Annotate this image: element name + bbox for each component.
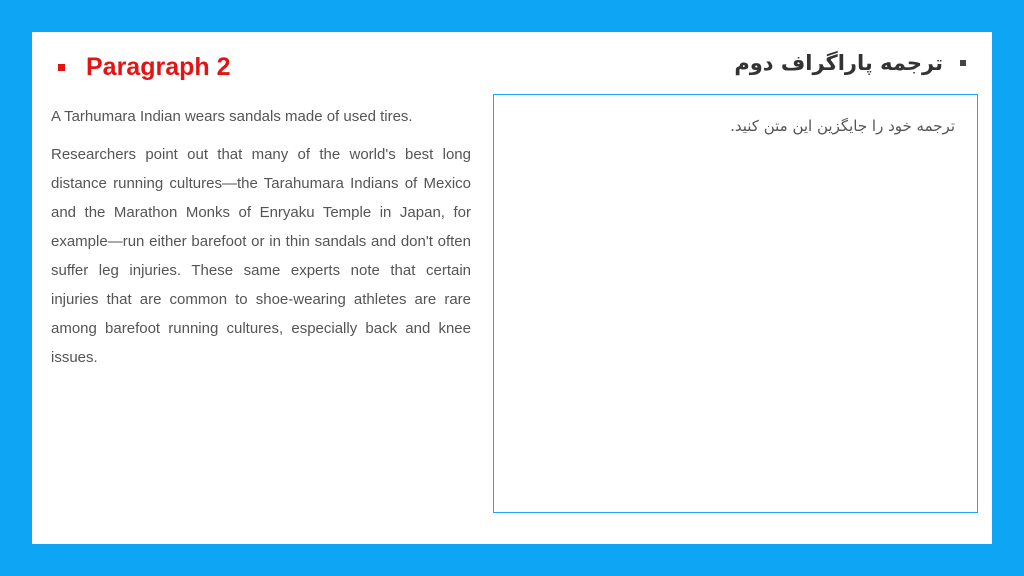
translation-heading (734, 48, 966, 78)
translation-placeholder[interactable]: ترجمه خود را جایگزین این متن کنید. (730, 117, 955, 135)
square-bullet-icon (960, 60, 966, 66)
english-heading (58, 52, 231, 82)
translation-textbox[interactable] (493, 94, 978, 513)
slide-canvas (32, 32, 992, 544)
square-bullet-icon (58, 64, 65, 71)
english-content (51, 106, 471, 372)
paragraph-title: Paragraph 2 (86, 52, 231, 81)
image-caption: A Tarhumara Indian wears sandals made of used tires. (51, 108, 413, 125)
paragraph-body: Researchers point out that many of the world's best long distance running cultures—the Tarahumara Indians of Mexico and the Marathon Monks of Enryaku Temple in Japan, for example—run either barefoot or in thin sandals and don't often suffer leg injuries. These same experts note that certain injuries that are common to shoe-wearing athletes are rare among barefoot running cultures, especially back and knee issues. (51, 146, 471, 366)
translation-title: ترجمه پاراگراف دوم (734, 51, 943, 75)
